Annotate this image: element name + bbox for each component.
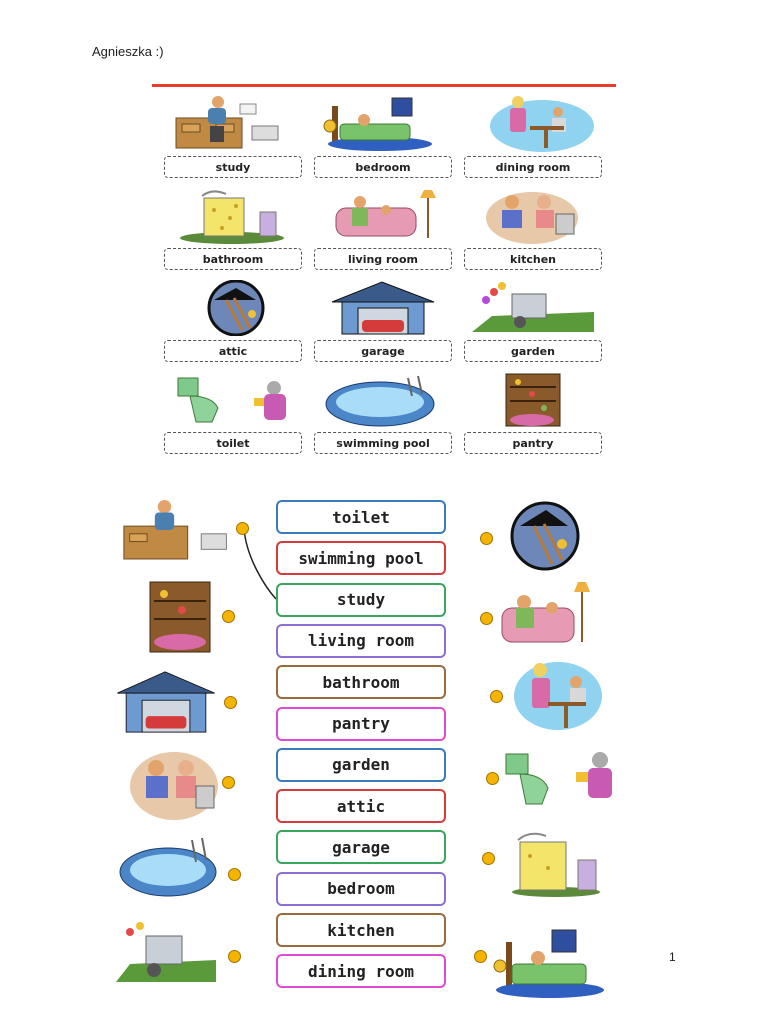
vocab-cell	[464, 92, 602, 180]
garage-icon	[112, 664, 220, 740]
word-box[interactable]: dining room	[276, 954, 446, 988]
word-box[interactable]: swimming pool	[276, 541, 446, 575]
vocab-label: living room	[314, 248, 452, 270]
kitchen-icon	[472, 188, 594, 244]
match-dot[interactable]	[236, 522, 249, 535]
vocab-cell	[314, 92, 452, 180]
word-box[interactable]: kitchen	[276, 913, 446, 947]
vocab-cell	[164, 92, 302, 180]
pantry-icon	[472, 372, 594, 428]
vocab-label: bedroom	[314, 156, 452, 178]
bathroom-icon	[172, 188, 294, 244]
vocab-cell	[464, 368, 602, 456]
match-dot[interactable]	[222, 776, 235, 789]
vocab-cell	[464, 276, 602, 364]
word-box[interactable]: study	[276, 583, 446, 617]
swimming-pool-icon	[322, 372, 444, 428]
match-dot[interactable]	[480, 612, 493, 625]
match-dot[interactable]	[486, 772, 499, 785]
vocab-cell	[314, 368, 452, 456]
garden-icon	[116, 920, 216, 986]
kitchen-icon	[128, 746, 222, 822]
vocab-cell	[164, 276, 302, 364]
swimming-pool-icon	[118, 834, 220, 898]
match-dot[interactable]	[480, 532, 493, 545]
vocab-label: garden	[464, 340, 602, 362]
toilet-icon	[500, 744, 620, 810]
vocab-label: attic	[164, 340, 302, 362]
dining-room-icon	[472, 96, 594, 152]
study-desk-icon	[172, 96, 294, 152]
page-number: 1	[669, 950, 676, 964]
attic-icon	[172, 280, 294, 336]
author-name: Agnieszka :)	[92, 44, 164, 59]
vocab-cell	[314, 184, 452, 272]
match-dot[interactable]	[474, 950, 487, 963]
vocab-label: kitchen	[464, 248, 602, 270]
garage-icon	[322, 280, 444, 336]
word-box[interactable]: toilet	[276, 500, 446, 534]
word-box[interactable]: attic	[276, 789, 446, 823]
match-dot[interactable]	[224, 696, 237, 709]
match-dot[interactable]	[228, 868, 241, 881]
vocabulary-section	[152, 84, 616, 458]
study-desk-icon	[120, 494, 238, 564]
word-box[interactable]: garden	[276, 748, 446, 782]
match-dot[interactable]	[222, 610, 235, 623]
pantry-icon	[142, 580, 218, 656]
vocab-cell	[464, 184, 602, 272]
toilet-icon	[172, 372, 294, 428]
vocab-cell	[164, 368, 302, 456]
garden-icon	[472, 280, 594, 336]
vocab-label: pantry	[464, 432, 602, 454]
bedroom-icon	[322, 96, 444, 152]
red-divider	[152, 84, 616, 87]
word-box[interactable]: garage	[276, 830, 446, 864]
vocab-label: dining room	[464, 156, 602, 178]
vocab-label: garage	[314, 340, 452, 362]
vocab-label: toilet	[164, 432, 302, 454]
living-room-icon	[322, 188, 444, 244]
word-box[interactable]: living room	[276, 624, 446, 658]
vocab-cell	[164, 184, 302, 272]
match-dot[interactable]	[228, 950, 241, 963]
word-box[interactable]: pantry	[276, 707, 446, 741]
matching-exercise	[96, 488, 632, 1002]
vocab-cell	[314, 276, 452, 364]
vocab-label: bathroom	[164, 248, 302, 270]
living-room-icon	[496, 578, 592, 648]
vocabulary-grid	[164, 92, 606, 456]
attic-icon	[506, 500, 584, 572]
match-dot[interactable]	[482, 852, 495, 865]
dining-room-icon	[508, 660, 604, 734]
vocab-label: study	[164, 156, 302, 178]
bathroom-icon	[508, 828, 604, 898]
bedroom-icon	[490, 928, 608, 1000]
word-box[interactable]: bedroom	[276, 872, 446, 906]
vocab-label: swimming pool	[314, 432, 452, 454]
match-dot[interactable]	[490, 690, 503, 703]
word-box[interactable]: bathroom	[276, 665, 446, 699]
